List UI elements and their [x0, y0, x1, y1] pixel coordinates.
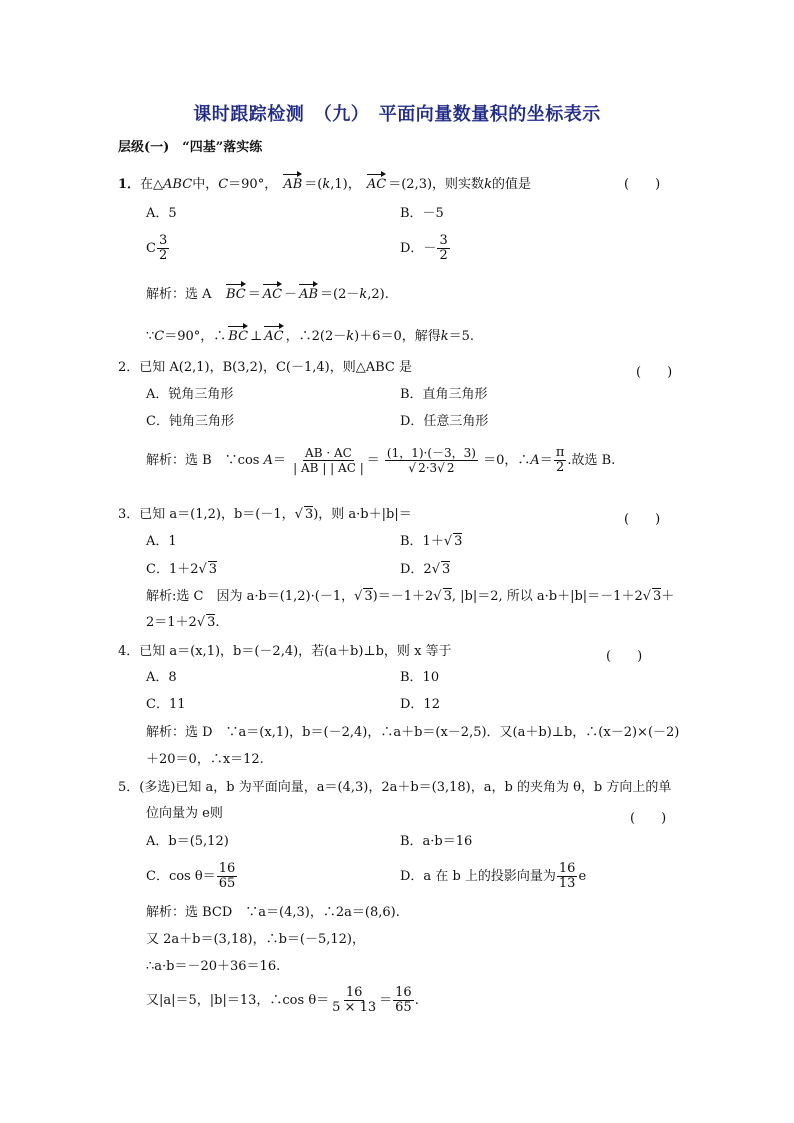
q4-option-c: C．11 [146, 697, 186, 712]
q4-solution-line2: ＋20＝0，∴x＝12. [146, 752, 264, 767]
q1-stem: 1．在△ABC中，C＝90°， AB ＝(k,1)， AC ＝(2,3)，则实数k的值是 [118, 172, 531, 193]
q5-stem-line1: 5．(多选)已知 a，b 为平面向量，a＝(4,3)，2a＋b＝(3,18)，a，b 的夹角为 θ，b 方向上的单 [118, 780, 672, 795]
q1-option-a: A．5 [146, 206, 177, 221]
q1-option-c: C $\frac{3}{2}$ [146, 233, 168, 263]
q3-solution-line2: 2＝1＋2√ 3. [146, 615, 220, 630]
q5-solution-line4: 又|a|＝5，|b|＝13，∴cos θ＝ $\frac{16}{5 \times 13}$ ＝ $\frac{16}{65}$ . [146, 985, 419, 1015]
vector-ac: AC [367, 172, 386, 193]
q4-solution-line1: 解析：选 D ∵a＝(x,1)，b＝(－2,4)，∴a＋b＝(x－2,5)．又(a＋b)⊥b，∴(x－2)×(－2) [146, 725, 680, 740]
q3-option-c: C．1＋2√ 3 [146, 562, 218, 577]
q4-option-d: D．12 [400, 697, 440, 712]
q2-answer-blank: ( ) [636, 365, 673, 380]
q1-solution-line1: 解析：选 A BC ＝ AC － AB ＝(2－k,2). [146, 282, 389, 303]
q2-stem: 2．已知 A(2,1)，B(3,2)，C(－1,4)，则△ABC 是 [118, 360, 413, 375]
q5-option-b: B．a·b＝16 [400, 834, 473, 849]
q5-answer-blank: ( ) [630, 811, 667, 826]
q2-solution: 解析：选 B ∵cos A＝ $\frac{AB \cdot AC}{| AB | | AC |}$ ＝ $\frac{(1,1)\cdot(-3,3)}{√ 2\cdot 3√ 2}$ ＝0，∴A＝ $\frac{\pi}{2}$ .故选 B. [146, 445, 616, 475]
q1-answer-blank: ( ) [624, 177, 661, 192]
section-level-heading: 层级(一) “四基”落实练 [118, 140, 263, 155]
q4-option-a: A．8 [146, 670, 177, 685]
q4-answer-blank: ( ) [606, 649, 643, 664]
q3-stem: 3．已知 a＝(1,2)，b＝(－1，√ 3)，则 a·b＋|b|＝ [118, 507, 412, 522]
q5-option-d: D．a 在 b 上的投影向量为 $\frac{16}{13}$ e [400, 861, 587, 891]
vector-ab: AB [283, 172, 302, 193]
q3-solution-line1: 解析:选 C 因为 a·b＝(1,2)·(－1，√ 3)＝－1＋2√ 3, |b|＝2, 所以 a·b＋|b|＝－1＋2√ 3＋ [146, 589, 675, 604]
q1-option-d: D．－ $\frac{3}{2}$ [400, 233, 448, 263]
q2-option-a: A．锐角三角形 [146, 387, 234, 402]
q5-option-a: A．b＝(5,12) [146, 834, 229, 849]
q3-answer-blank: ( ) [624, 512, 661, 527]
q3-option-d: D．2√ 3 [400, 562, 451, 577]
q3-option-b: B．1＋√ 3 [400, 534, 463, 549]
q3-option-a: A．1 [146, 534, 177, 549]
q2-option-b: B．直角三角形 [400, 387, 488, 402]
q1-option-b: B．－5 [400, 206, 444, 221]
page-title: 课时跟踪检测 （九） 平面向量数量积的坐标表示 [193, 104, 601, 125]
q5-solution-line3: ∴a·b＝－20＋36＝16. [146, 959, 281, 974]
q5-solution-line2: 又 2a＋b＝(3,18)，∴b＝(－5,12)， [146, 932, 365, 947]
q2-option-c: C．钝角三角形 [146, 414, 234, 429]
q1-solution-line2: ∵C＝90°，∴ BC ⊥ AC ，∴2(2－k)＋6＝0，解得k＝5. [146, 324, 474, 345]
q4-stem: 4．已知 a＝(x,1)，b＝(－2,4)，若(a＋b)⊥b，则 x 等于 [118, 644, 452, 659]
q5-stem-line2: 位向量为 e则 [146, 806, 223, 821]
q4-option-b: B．10 [400, 670, 440, 685]
q5-solution-line1: 解析：选 BCD ∵a＝(4,3)，∴2a＝(8,6). [146, 905, 400, 920]
q5-option-c: C．cos θ＝ $\frac{16}{65}$ [146, 861, 236, 891]
q2-option-d: D．任意三角形 [400, 414, 489, 429]
